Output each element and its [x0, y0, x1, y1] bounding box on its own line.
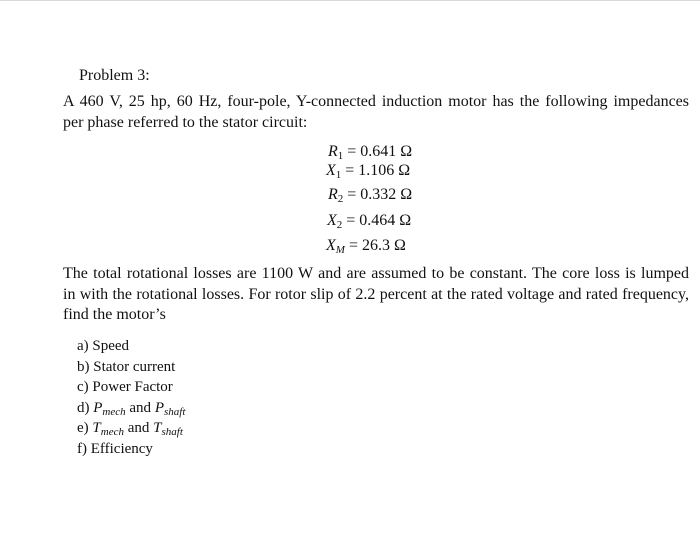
part-b: b) Stator current — [77, 358, 176, 375]
losses-statement — [63, 264, 689, 326]
equation-subscript: 2 — [336, 219, 343, 231]
equation-subscript: 2 — [337, 193, 344, 205]
equation-xm — [326, 236, 406, 257]
equation-symbol: X — [327, 212, 337, 229]
equation-subscript: M — [335, 244, 345, 256]
equation-value: = 0.641 Ω — [347, 143, 413, 160]
top-divider — [0, 0, 700, 1]
math-subscript: mech — [100, 426, 124, 438]
math-symbol: T — [92, 420, 101, 436]
math-subscript: mech — [102, 405, 126, 418]
equation-subscript: 1 — [335, 169, 342, 181]
part-d — [77, 398, 185, 419]
statement-line: per phase referred to the stator circuit: — [63, 113, 308, 131]
equation-x1 — [326, 161, 410, 182]
equation-r2 — [328, 185, 412, 206]
equation-symbol: R — [328, 186, 338, 203]
conjunction: and — [123, 420, 154, 436]
problem-title: Problem 3: — [79, 67, 150, 84]
problem-statement — [63, 92, 689, 133]
part-a: a) Speed — [77, 338, 130, 354]
part-prefix: d) — [77, 399, 94, 416]
math-symbol: T — [153, 420, 162, 436]
equation-symbol: R — [328, 143, 338, 160]
equation-x2 — [327, 211, 411, 232]
statement-line: in with the rotational losses. For rotor slip of 2.2 percent at the rated voltage and rated frequency, — [63, 285, 689, 303]
equation-value: = 1.106 Ω — [345, 162, 411, 179]
part-f: f) Efficiency — [77, 440, 153, 457]
statement-line: The total rotational losses are 1100 W and are assumed to be constant. The core loss is lumped — [63, 265, 689, 282]
math-symbol: P — [93, 399, 103, 416]
equation-subscript: 1 — [337, 150, 344, 162]
math-symbol: P — [154, 399, 164, 416]
conjunction: and — [125, 399, 155, 416]
question-parts-list — [77, 336, 185, 459]
equation-value: = 0.464 Ω — [346, 212, 412, 229]
statement-line: A 460 V, 25 hp, 60 Hz, four-pole, Y-connected induction motor has the following impedances — [63, 93, 689, 110]
equation-symbol: X — [326, 162, 336, 179]
equation-value: = 0.332 Ω — [347, 186, 413, 203]
equation-r1 — [328, 142, 412, 163]
math-subscript: shaft — [163, 405, 186, 418]
part-prefix: e) — [77, 420, 93, 436]
equation-symbol: X — [326, 237, 336, 254]
math-subscript: shaft — [161, 426, 183, 438]
part-c: c) Power Factor — [77, 379, 173, 395]
equation-value: = 26.3 Ω — [348, 237, 406, 254]
statement-line: find the motor’s — [63, 306, 166, 323]
part-e — [77, 418, 185, 439]
